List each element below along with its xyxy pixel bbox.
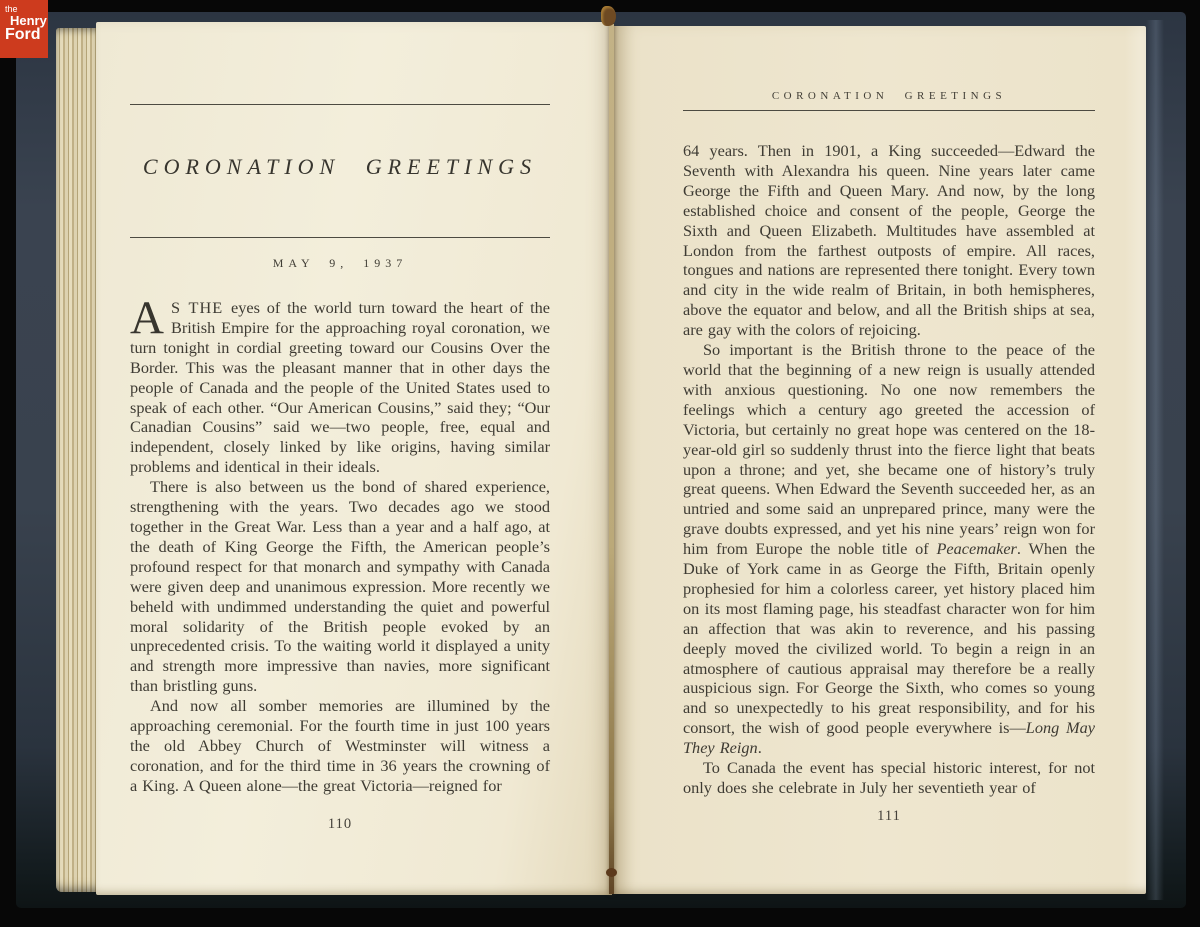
paragraph — [683, 340, 1095, 758]
left-page — [96, 22, 612, 895]
text-run: To Canada the event has special historic interest, for not only does she celebrate in July her seventieth year of — [683, 758, 1095, 797]
text-run: There is also between us the bond of shared experience, strengthening with the years. Two decades ago we stood together in the Great War. Less than a year and a half ago, at the death of King George the Fifth, the American people’s profound respect for that monarch and sympathy with Canada were given deep and unanimous expression. More recently we beheld with undimmed understanding the quiet and powerful moral solidarity of the British people evoked by an unprecedented crisis. To the waiting world it displayed a unity and strength more impressive than navies, more significant than bristling guns. — [130, 477, 550, 696]
paragraph — [683, 141, 1095, 340]
right-page-body — [683, 141, 1095, 798]
text-run: . — [757, 738, 762, 758]
text-run: So important is the British throne to the peace of the world that the beginning of a new reign is usually attended with anxious questioning. No one now remembers the feelings which a century ago greeted the accession of Victoria, but certainly no great hope was centered on the 18-year-old girl so suddenly thrust into the fierce light that beats upon a throne; and yet, she became one of history’s truly great queens. When Edward the Seventh succeeded her, as an untried and some said an unprepared prince, many were the grave doubts expressed, and yet his nine years’ reign won for him from Europe the noble title of — [683, 340, 1095, 559]
left-page-number: 110 — [327, 816, 353, 832]
logo-text-the: the — [5, 4, 18, 14]
right-page-number: 111 — [877, 808, 901, 824]
chapter-date: MAY 9, 1937 — [272, 256, 408, 270]
book-spine-gutter — [609, 24, 614, 894]
spine-debris-speck-top — [601, 6, 616, 26]
text-run: 64 years. Then in 1901, a King succeeded—Edward the Seventh with Alexandra his queen. Nine years later came George the Fifth and Queen Mary. And now, by the long established choice and consent of the people, George the Sixth and Queen Elizabeth. Multitudes have assembled at London from the farthest outposts of empire. All races, tongues and nations are represented there tonight. Every town and city in the wide realm of Britain, in both hemispheres, above the equator and below, and all the British ships at sea, are gay with the colors of rejoicing. — [683, 141, 1095, 340]
logo-text-henry: Henry — [10, 13, 47, 28]
logo-text-ford: Ford — [5, 26, 41, 43]
text-run: . When the Duke of York came in as George the Fifth, Britain openly prophesied for him a colorless career, yet history placed him on its most flaming page, his steadfast character won for him an affection that was akin to reverence, and his passing deeply moved the civilized world. To begin a reign in an atmosphere of cautious appraisal may therefore be a really auspicious sign. For George the Sixth, who comes so young and so unexpectedly to his great responsibility, and for his consort, the wish of good people everywhere is— — [683, 539, 1096, 738]
chapter-rule-top — [130, 104, 550, 105]
book-cover-edge-highlight — [1146, 20, 1164, 900]
left-page-body — [130, 292, 550, 796]
right-page-text-block — [683, 26, 1095, 798]
spine-debris-speck-bottom — [606, 868, 617, 877]
running-header: CORONATION GREETINGS — [683, 90, 1095, 111]
chapter-rule-bottom — [130, 237, 550, 238]
chapter-title: CORONATION GREETINGS — [142, 154, 538, 179]
paragraph — [130, 292, 550, 477]
fanned-page-edges — [56, 28, 98, 892]
left-page-text-block — [130, 22, 550, 796]
italic-text-run: Long May They Reign — [683, 718, 1095, 758]
italic-text-run: Peacemaker — [936, 539, 1017, 559]
right-page — [614, 26, 1146, 894]
lead-in-caps: S THE — [170, 298, 231, 317]
paragraph — [130, 477, 550, 696]
henry-ford-watermark — [0, 0, 48, 58]
paragraph — [683, 758, 1095, 798]
paragraph — [130, 696, 550, 796]
text-run: And now all somber memories are illumined by the approaching ceremonial. For the fourth time in just 100 years the old Abbey Church of Westminster will witness a coronation, and for the third time in 36 years the crowning of a King. A Queen alone—the great Victoria—reigned for — [130, 696, 550, 795]
drop-cap: A — [130, 292, 164, 344]
text-run: eyes of the world turn toward the heart of the British Empire for the approaching royal coronation, we turn tonight in cordial greeting toward our Cousins Over the Border. This was the pleasant manner that in other days the people of Canada and the people of the United States used to speak of each other. “Our American Cousins,” said they; “Our Canadian Cousins” said we—two people, free, equal and independent, closely linked by like origins, having similar problems and identical in their ideals. — [130, 298, 550, 477]
